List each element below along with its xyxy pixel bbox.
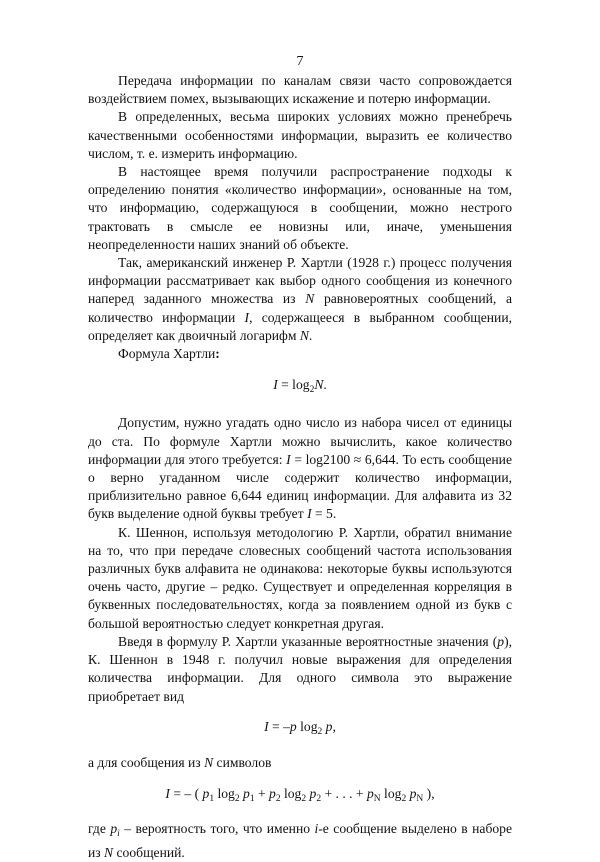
paragraph-2: В определенных, весьма широких условиях можно пренебречь качественными особенностями информации, выразить ее количество числом, т. е. измерить информацию. (88, 109, 512, 161)
paragraph-6: Допустим, нужно угадать одно число из набора чисел от единицы до ста. По формуле Хартли можно вычислить, какое количество информации для этого требуется: I = log2100 ≈ 6,644. То есть сообщение о верно угаданном числе содержит количество информации, приблизительно равное 6,644 единиц информации. Для алфавита из 32 букв выделение одной буквы требует I = 5. (88, 415, 512, 522)
paragraph-1: Передача информации по каналам связи часто сопровождается воздействием помех, вызывающих искажение и потерю информации. (88, 73, 512, 107)
paragraph-8: Введя в формулу Р. Хартли указанные вероятностные значения (p), К. Шеннон в 1948 г. получил новые выражения для определения количества информации. Для одного символа это выражение приобретает вид (88, 633, 512, 704)
document-body (88, 72, 512, 862)
paragraph-4: Так, американский инженер Р. Хартли (1928 г.) процесс получения информации рассматривает как выбор одного сообщения из конечного наперед заданного множества из N равновероятных сообщений, а количество информации I, содержащееся в выбранном сообщении, определяет как двоичный логарифм N. (88, 255, 512, 343)
paragraph-7: К. Шеннон, используя методологию Р. Хартли, обратил внимание на то, что при передаче словесных сообщений частота использования различных букв алфавита не одинакова: некоторые буквы используются очень часто, другие – редко. Существует и определенная корреляция в буквенных последовательностях, когда за появлением одной из букв с большой вероятностью следует конкретная другая. (88, 524, 512, 631)
hartley-formula: $I = \log_2N$. (273, 377, 327, 396)
paragraph-9: а для сообщения из N символов (88, 754, 272, 770)
shannon-formula-message: I = – ( $p_1$ $\log_2 p_1 + p_2$ $\log_2 p_2$ + . . . + $p_N$ $\log_2 p_N$ ), (165, 786, 435, 805)
paragraph-formula-label: Формула Хартли: (118, 346, 220, 362)
paragraph-10: где $p_i$ – вероятность того, что именно i-е сообщение выделено в наборе из N сообщений. (88, 821, 512, 860)
page-number: 7 (296, 54, 304, 69)
paragraph-3: В настоящее время получили распространение подходы к определению понятия «количество информации», основанные на том, что информацию, содержащуюся в сообщении, можно нестрого трактовать в смысле ее новизны или, иначе, уменьшения неопределенности наших знаний об объекте. (88, 164, 512, 252)
shannon-formula-single: I = –p $\log_2 p$, (264, 718, 336, 737)
